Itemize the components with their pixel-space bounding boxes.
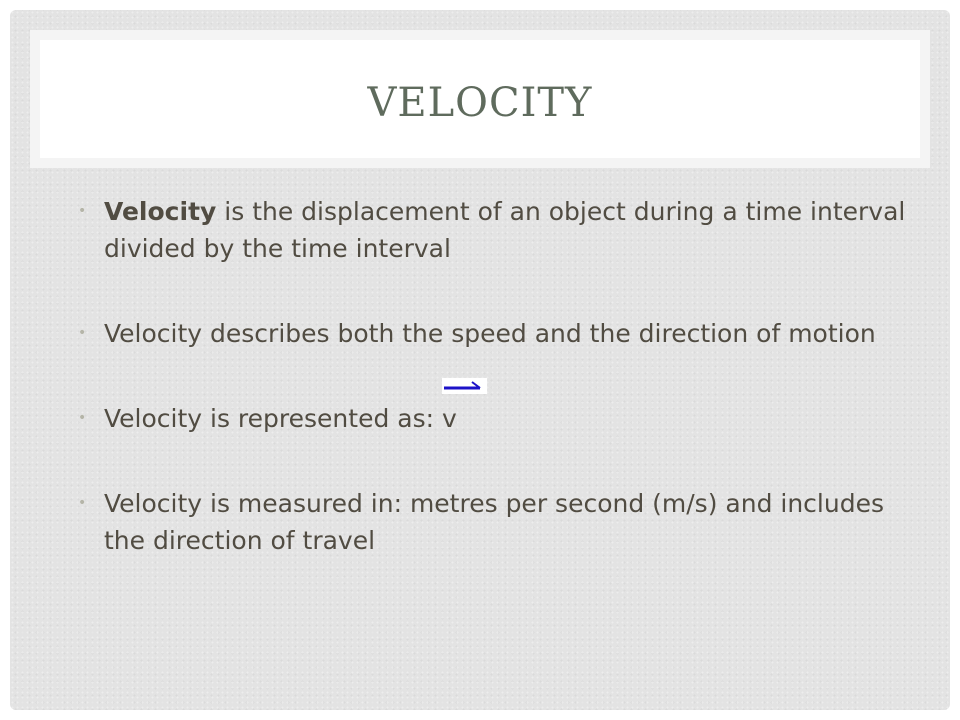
title-panel — [40, 40, 920, 158]
bullet-item-definition — [78, 193, 918, 267]
bullet-list — [78, 193, 918, 607]
bold-term: Velocity — [104, 197, 217, 226]
bullet-dot-icon: • — [78, 495, 87, 511]
bullet-dot-icon: • — [78, 410, 87, 426]
bullet-item-description — [78, 315, 918, 352]
slide — [10, 10, 950, 710]
bullet-text: Velocity is measured in: metres per second (m/s) and includes the direction of travel — [104, 489, 884, 555]
bullet-item-units — [78, 485, 918, 559]
bullet-text: is the displacement of an object during a time interval divided by the time interval — [104, 197, 906, 263]
vector-symbol — [442, 400, 457, 437]
slide-title: VELOCITY — [367, 80, 593, 126]
bullet-text: Velocity describes both the speed and the direction of motion — [104, 319, 876, 348]
title-frame — [30, 30, 930, 168]
bullet-text: Velocity is represented as: — [104, 404, 442, 433]
bullet-dot-icon: • — [78, 325, 87, 341]
vector-letter: v — [442, 404, 457, 433]
bullet-dot-icon: • — [78, 203, 87, 219]
vector-arrow-icon — [442, 378, 487, 394]
bullet-item-symbol — [78, 400, 918, 437]
